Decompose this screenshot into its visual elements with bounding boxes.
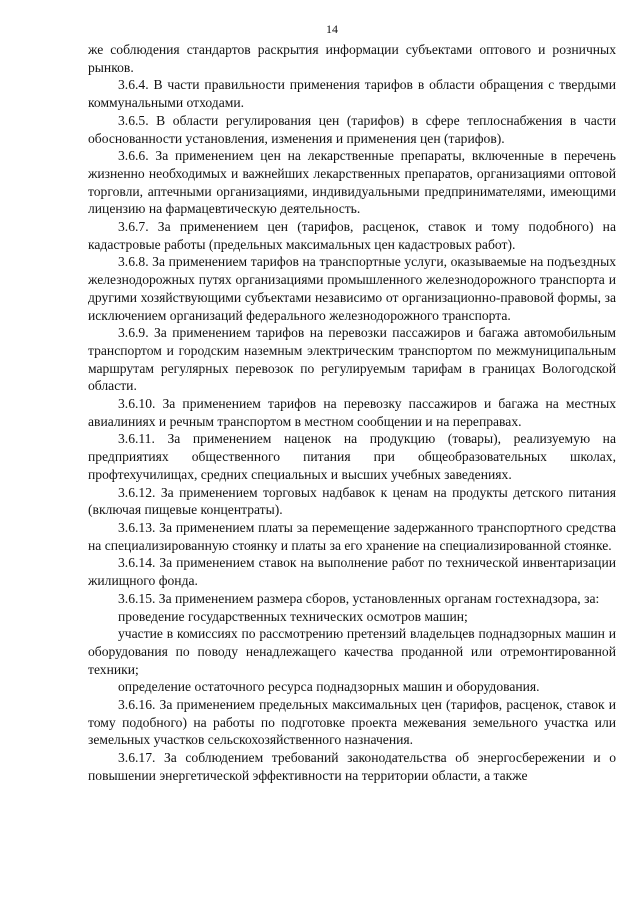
document-body — [88, 41, 616, 785]
paragraph-3-6-5: 3.6.5. В области регулирования цен (тарифов) в сфере теплоснабжения в части обоснованности установления, изменения и применения цен (тарифов). — [88, 112, 616, 146]
paragraph-3-6-7: 3.6.7. За применением цен (тарифов, расценок, ставок и тому подобного) на кадастровые работы (предельных максимальных цен кадастровых работ). — [88, 219, 616, 252]
paragraph-3-6-12: 3.6.12. За применением торговых надбавок к ценам на продукты детского питания (включая пищевые концентраты). — [88, 484, 616, 518]
list-item-residual-resource: определение остаточного ресурса поднадзорных машин и оборудования. — [118, 679, 540, 695]
paragraph-3-6-9: 3.6.9. За применением тарифов на перевозки пассажиров и багажа автомобильным транспортом и городским наземным электрическим транспортом по межмуниципальным маршрутам регулярных перевозок по регулируемым тарифам в границах Вологодской области. — [88, 325, 616, 394]
list-item-inspections: проведение государственных технических осмотров машин; — [118, 608, 468, 624]
paragraph-3-6-13: 3.6.13. За применением платы за перемещение задержанного транспортного средства на специализированную стоянку и платы за его хранение на специализированной стоянке. — [88, 519, 616, 553]
paragraph-3-6-15: 3.6.15. За применением размера сборов, установленных органам гостехнадзора, за: — [118, 590, 600, 606]
paragraph-continuation: же соблюдения стандартов раскрытия информации субъектами оптового и розничных рынков. — [88, 42, 616, 75]
paragraph-3-6-6: 3.6.6. За применением цен на лекарственные препараты, включенные в перечень жизненно необходимых и важнейших лекарственных препаратов, организациями оптовой торговли, аптечными организациями, индивидуальными предпринимателями, имеющими лицензию на фармацевтическую деятельность. — [88, 148, 616, 217]
paragraph-3-6-16: 3.6.16. За применением предельных максимальных цен (тарифов, расценок, ставок и тому подобного) на работы по подготовке проекта межевания земельного участка или земельных участков сельскохозяйственного назначения. — [88, 697, 616, 748]
list-item-commissions: участие в комиссиях по рассмотрению претензий владельцев поднадзорных машин и оборудования по поводу ненадлежащего качества проданной или отремонтированной техники; — [88, 626, 616, 677]
paragraph-3-6-10: 3.6.10. За применением тарифов на перевозку пассажиров и багажа на местных авиалиниях и речным транспортом в местном сообщении и на переправах. — [88, 396, 616, 429]
paragraph-3-6-17: 3.6.17. За соблюдением требований законодательства об энергосбережении и о повышении энергетической эффективности на территории области, а также — [88, 750, 616, 783]
paragraph-3-6-4: 3.6.4. В части правильности применения тарифов в области обращения с твердыми коммунальными отходами. — [88, 77, 616, 111]
paragraph-3-6-8: 3.6.8. За применением тарифов на транспортные услуги, оказываемые на подъездных железнодорожных путях организациями промышленного железнодорожного транспорта и другими хозяйствующими субъектами независимо от организационно-правовой формы, за исключением организаций федерального железнодорожного транспорта. — [88, 254, 616, 323]
paragraph-3-6-11: 3.6.11. За применением наценок на продукцию (товары), реализуемую на предприятиях общественного питания при общеобразовательных школах, профтехучилищах, средних специальных и высших учебных заведениях. — [88, 431, 616, 482]
page-number: 14 — [326, 22, 338, 36]
paragraph-3-6-14: 3.6.14. За применением ставок на выполнение работ по технической инвентаризации жилищного фонда. — [88, 555, 616, 589]
